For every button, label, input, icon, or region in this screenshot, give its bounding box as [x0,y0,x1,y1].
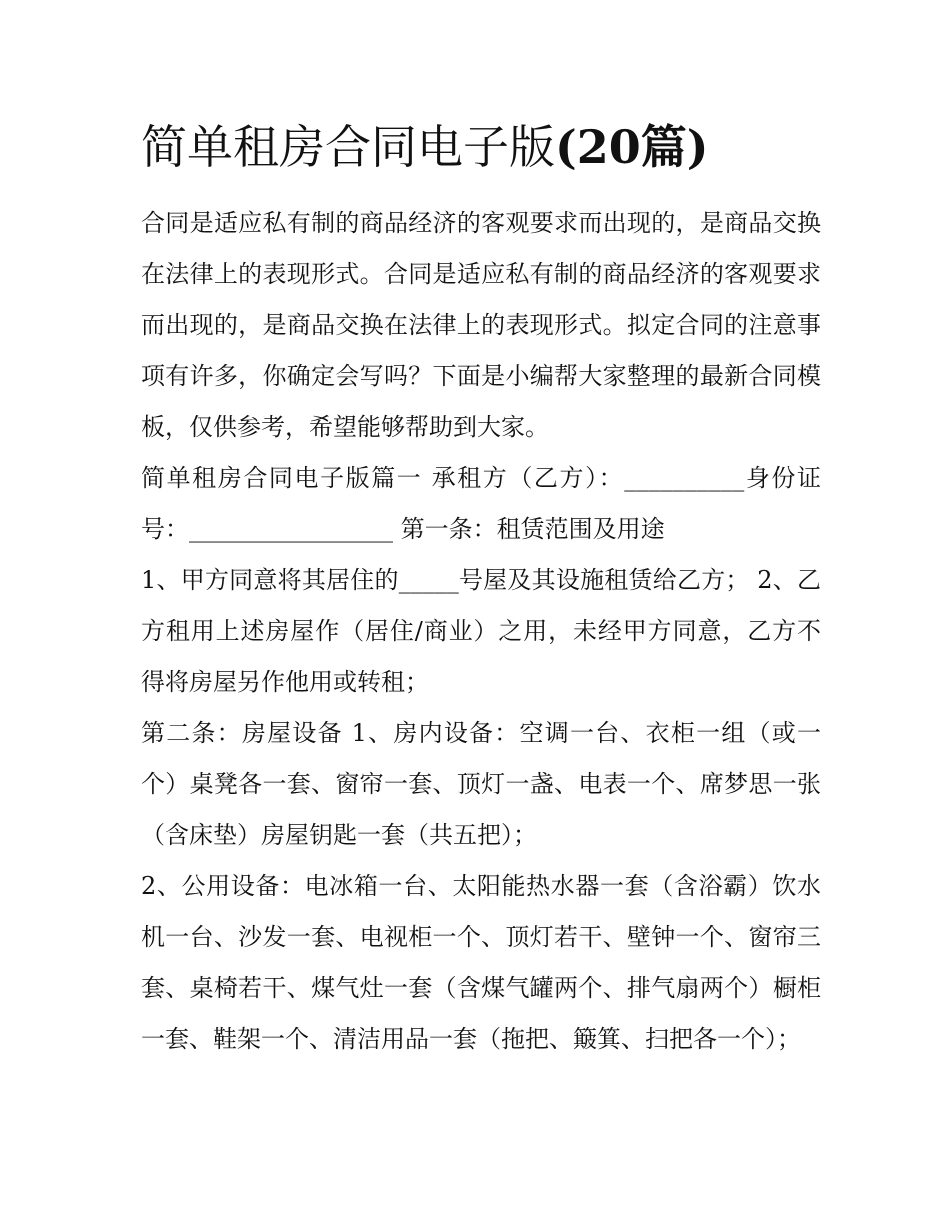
title-main: 简单租房合同电子版 [141,120,555,174]
clause-1-paragraph: 1、甲方同意将其居住的_____号屋及其设施租赁给乙方； 2、乙方租用上述房屋作（居住/商业）之用，未经甲方同意，乙方不得将房屋另作他用或转租； [141,566,821,696]
title-suffix: (20篇) [555,120,709,174]
clause-2-paragraph: 第二条：房屋设备 1、房内设备：空调一台、衣柜一组（或一个）桌凳各一套、窗帘一套、顶灯一盏、电表一个、席梦思一张（含床垫）房屋钥匙一套（共五把）； [141,719,821,849]
contract-heading-paragraph: 简单租房合同电子版篇一 承租方（乙方）：__________身份证号：_________________ 第一条：租赁范围及用途 [141,464,821,543]
document-body [141,198,821,1065]
page-title [141,112,841,182]
public-equipment-paragraph: 2、公用设备：电冰箱一台、太阳能热水器一套（含浴霸）饮水机一台、沙发一套、电视柜一个、顶灯若干、壁钟一个、窗帘三套、桌椅若干、煤气灶一套（含煤气罐两个、排气扇两个）橱柜一套、鞋架一个、清洁用品一套（拖把、簸箕、扫把各一个）； [141,872,821,1053]
intro-paragraph: 合同是适应私有制的商品经济的客观要求而出现的，是商品交换在法律上的表现形式。合同是适应私有制的商品经济的客观要求而出现的，是商品交换在法律上的表现形式。拟定合同的注意事项有许多，你确定会写吗？下面是小编帮大家整理的最新合同模板，仅供参考，希望能够帮助到大家。 [141,209,821,441]
